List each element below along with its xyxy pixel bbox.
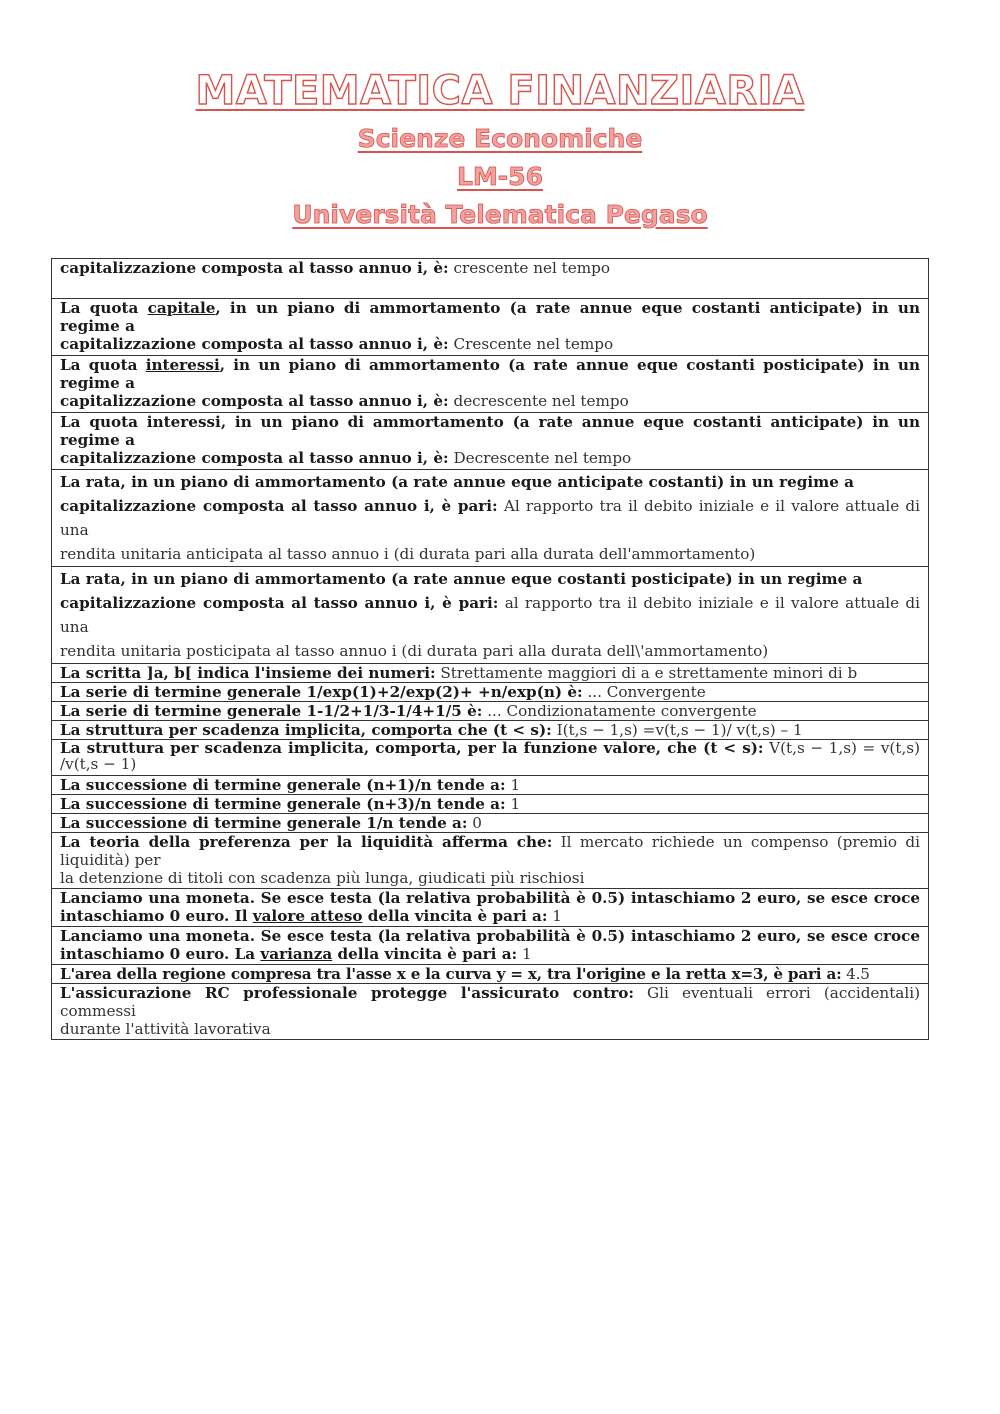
- question-text: La successione di termine generale (n+3)/n tende a:: [60, 795, 506, 813]
- answer-text: decrescente nel tempo: [453, 392, 629, 410]
- question-text: , in un piano di ammortamento (a rate annue eque costanti posticipate) in un regime a: [60, 356, 920, 392]
- table-cell: [52, 299, 929, 356]
- table-cell: [52, 702, 929, 721]
- answer-text: 0: [472, 814, 482, 832]
- question-text: Lanciamo una moneta. Se esce testa (la relativa probabilità è 0.5) intaschiamo 2 euro, se esce croce intaschiamo 0 euro. La: [60, 927, 920, 963]
- question-keyword: interessi: [145, 356, 220, 374]
- answer-text: Al rapporto tra il debito iniziale e il valore attuale di una: [60, 497, 920, 539]
- table-row: [52, 927, 929, 965]
- question-text: della vincita è pari a:: [362, 907, 548, 925]
- question-text: capitalizzazione composta al tasso annuo i, è:: [60, 449, 449, 467]
- question-text: L'area della regione compresa tra l'asse x e la curva y = x, tra l'origine e la retta x=3, è pari a:: [60, 965, 842, 983]
- table-row: [52, 664, 929, 683]
- university-name: Università Telematica Pegaso: [292, 200, 708, 229]
- table-row: [52, 259, 929, 299]
- document-header: [0, 62, 1000, 234]
- answer-text: la detenzione di titoli con scadenza più lunga, giudicati più rischiosi: [60, 869, 585, 887]
- table-row: [52, 984, 929, 1040]
- question-text: La quota: [60, 299, 148, 317]
- question-keyword: valore atteso: [252, 907, 363, 925]
- table-cell: [52, 776, 929, 795]
- answer-text: V(t,s − 1,s) = v(t,s) /v(t,s − 1): [60, 739, 920, 773]
- table-cell: [52, 259, 929, 299]
- table-cell: [52, 470, 929, 567]
- question-text: La teoria della preferenza per la liquidità afferma che:: [60, 833, 553, 851]
- question-text: La quota: [60, 356, 146, 374]
- question-text: La struttura per scadenza implicita, comporta, per la funzione valore, che (t < s):: [60, 739, 764, 757]
- table-cell: [52, 413, 929, 470]
- answer-text: Strettamente maggiori di a e strettamente minori di b: [440, 664, 858, 682]
- answer-text: crescente nel tempo: [453, 259, 611, 277]
- question-keyword: varianza: [260, 945, 333, 963]
- answer-text: rendita unitaria posticipata al tasso annuo i (di durata pari alla durata dell\'ammortamento): [60, 642, 769, 660]
- document-title: MATEMATICA FINANZIARIA: [195, 68, 805, 114]
- table-row: [52, 721, 929, 740]
- table-row: [52, 740, 929, 776]
- table-row: [52, 702, 929, 721]
- question-text: La serie di termine generale 1-1/2+1/3-1/4+1/5 è:: [60, 702, 483, 720]
- question-text: capitalizzazione composta al tasso annuo i, è:: [60, 259, 449, 277]
- answer-text: 1: [510, 776, 521, 794]
- table-cell: [52, 984, 929, 1040]
- table-cell: [52, 814, 929, 833]
- table-row: [52, 413, 929, 470]
- table-row: [52, 567, 929, 664]
- question-keyword: capitale: [147, 299, 216, 317]
- table-cell: [52, 795, 929, 814]
- question-text: capitalizzazione composta al tasso annuo i, è pari:: [60, 497, 498, 515]
- question-text: La struttura per scadenza implicita, comporta che (t < s):: [60, 721, 552, 739]
- question-text: Lanciamo una moneta. Se esce testa (la relativa probabilità è 0.5) intaschiamo 2 euro, se esce croce intaschiamo 0 euro. Il: [60, 889, 920, 925]
- answer-text: al rapporto tra il debito iniziale e il valore attuale di una: [60, 594, 920, 636]
- table-cell: [52, 721, 929, 740]
- question-text: La scritta ]a, b[ indica l'insieme dei numeri:: [60, 664, 436, 682]
- question-text: La successione di termine generale 1/n tende a:: [60, 814, 468, 832]
- question-text: La serie di termine generale 1/exp(1)+2/exp(2)+ +n/exp(n) è:: [60, 683, 583, 701]
- question-text: capitalizzazione composta al tasso annuo i, è:: [60, 392, 449, 410]
- question-text: capitalizzazione composta al tasso annuo i, è:: [60, 335, 449, 353]
- table-row: [52, 299, 929, 356]
- table-row: [52, 833, 929, 889]
- answer-text: ... Convergente: [587, 683, 706, 701]
- question-text: , in un piano di ammortamento (a rate annue eque costanti anticipate) in un regime a: [60, 299, 920, 335]
- table-row: [52, 965, 929, 984]
- question-text: della vincita è pari a:: [332, 945, 518, 963]
- answer-text: 1: [552, 907, 562, 925]
- question-text: La rata, in un piano di ammortamento (a rate annue eque anticipate costanti) in un regime a: [60, 473, 854, 491]
- question-text: La successione di termine generale (n+1)/n tende a:: [60, 776, 506, 794]
- table-row: [52, 356, 929, 413]
- table-cell: [52, 833, 929, 889]
- answer-text: rendita unitaria anticipata al tasso annuo i (di durata pari alla durata dell'ammortamento): [60, 545, 756, 563]
- qa-table: [51, 258, 929, 1040]
- question-text: L'assicurazione RC professionale protegge l'assicurato contro:: [60, 984, 634, 1002]
- table-row: [52, 889, 929, 927]
- answer-text: 1: [510, 795, 521, 813]
- answer-text: Gli eventuali errori (accidentali) commessi: [60, 984, 920, 1020]
- course-code: LM-56: [457, 162, 543, 191]
- course-name: Scienze Economiche: [357, 124, 643, 153]
- answer-text: 4.5: [846, 965, 870, 983]
- answer-text: durante l'attività lavorativa: [60, 1020, 271, 1038]
- answer-text: Crescente nel tempo: [453, 335, 614, 353]
- table-row: [52, 814, 929, 833]
- answer-text: ... Condizionatamente convergente: [487, 702, 757, 720]
- table-row: [52, 776, 929, 795]
- table-cell: [52, 683, 929, 702]
- table-cell: [52, 740, 929, 776]
- question-text: capitalizzazione composta al tasso annuo i, è pari:: [60, 594, 499, 612]
- table-cell: [52, 965, 929, 984]
- question-text: La rata, in un piano di ammortamento (a rate annue eque costanti posticipate) in un regime a: [60, 570, 863, 588]
- answer-text: Decrescente nel tempo: [453, 449, 632, 467]
- table-row: [52, 683, 929, 702]
- answer-text: I(t,s − 1,s) =v(t,s − 1)/ v(t,s) – 1: [556, 721, 803, 739]
- table-row: [52, 470, 929, 567]
- table-cell: [52, 927, 929, 965]
- table-cell: [52, 567, 929, 664]
- answer-text: 1: [522, 945, 532, 963]
- table-cell: [52, 356, 929, 413]
- table-cell: [52, 664, 929, 683]
- answer-text: Il mercato richiede un compenso (premio di liquidità) per: [60, 833, 920, 869]
- table-cell: [52, 889, 929, 927]
- table-row: [52, 795, 929, 814]
- question-text: La quota interessi, in un piano di ammortamento (a rate annue eque costanti anticipate) in un regime a: [60, 413, 920, 449]
